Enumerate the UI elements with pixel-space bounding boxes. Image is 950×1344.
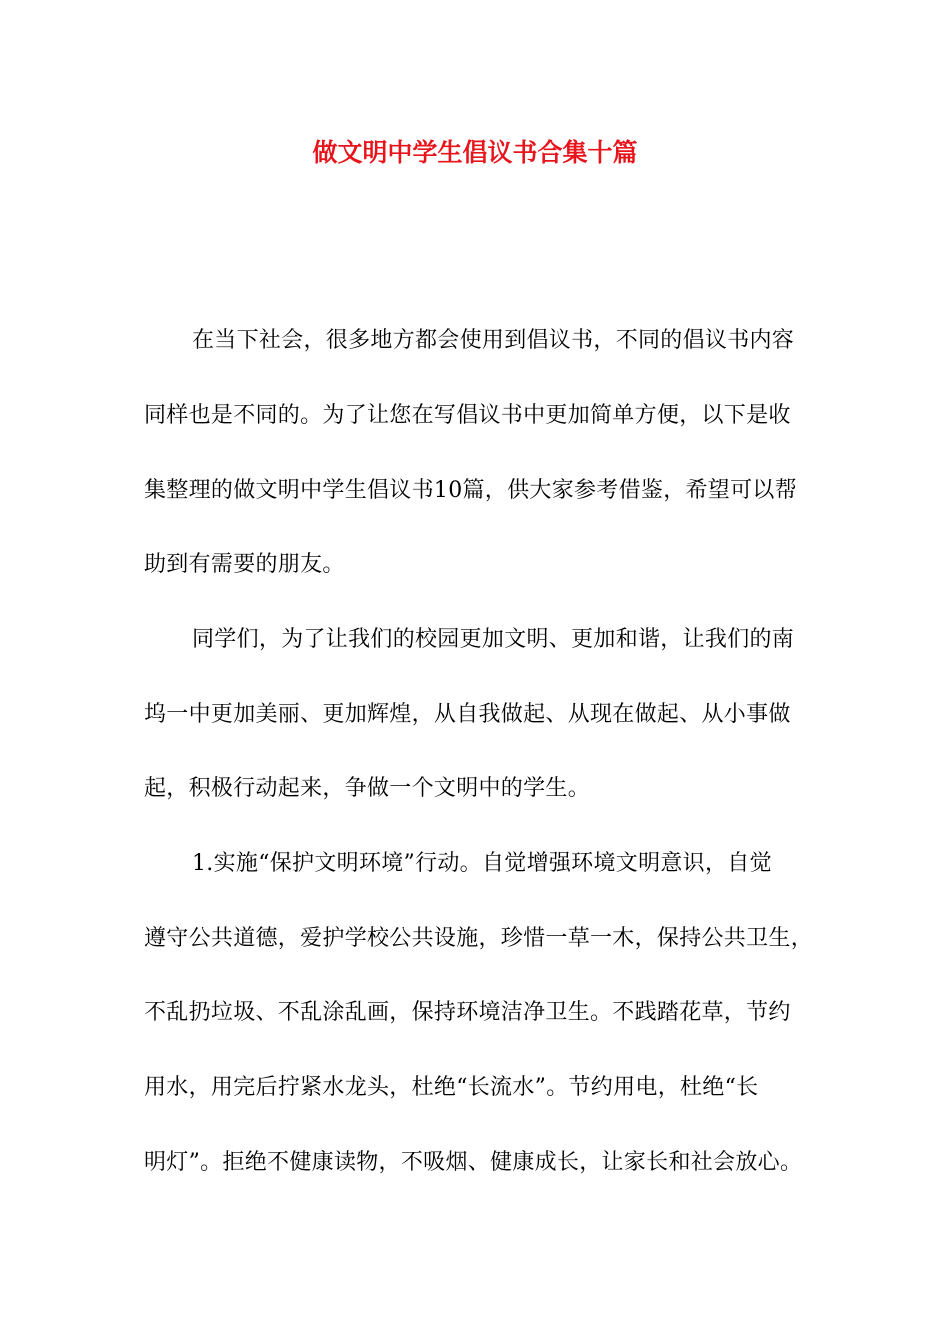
paragraph-line: 坞一中更加美丽、更加辉煌，从自我做起、从现在做起、从小事做 xyxy=(144,702,791,727)
paragraph-line: 明灯”。拒绝不健康读物，不吸烟、健康成长，让家长和社会放心。 xyxy=(144,1150,803,1175)
document-title: 做文明中学生倡议书合集十篇 xyxy=(312,138,638,167)
paragraph-line: 不乱扔垃圾、不乱涂乱画，保持环境洁净卫生。不践踏花草，节约 xyxy=(144,1000,791,1025)
paragraph-line: 1.实施“保护文明环境”行动。自觉增强环境文明意识，自觉 xyxy=(192,851,772,876)
paragraph-line: 同样也是不同的。为了让您在写倡议书中更加简单方便，以下是收 xyxy=(144,403,791,428)
paragraph-line: 在当下社会，很多地方都会使用到倡议书，不同的倡议书内容 xyxy=(192,328,795,353)
paragraph-line: 遵守公共道德，爱护学校公共设施，珍惜一草一木，保持公共卫生， xyxy=(144,926,814,951)
paragraph-line: 起，积极行动起来，争做一个文明中的学生。 xyxy=(144,776,591,801)
paragraph-line: 助到有需要的朋友。 xyxy=(144,552,345,577)
paragraph-line: 用水，用完后拧紧水龙头，杜绝“长流水”。节约用电，杜绝“长 xyxy=(144,1075,759,1100)
paragraph-line: 集整理的做文明中学生倡议书10篇，供大家参考借鉴，希望可以帮 xyxy=(144,478,797,503)
paragraph-line: 同学们，为了让我们的校园更加文明、更加和谐，让我们的南 xyxy=(192,627,795,652)
